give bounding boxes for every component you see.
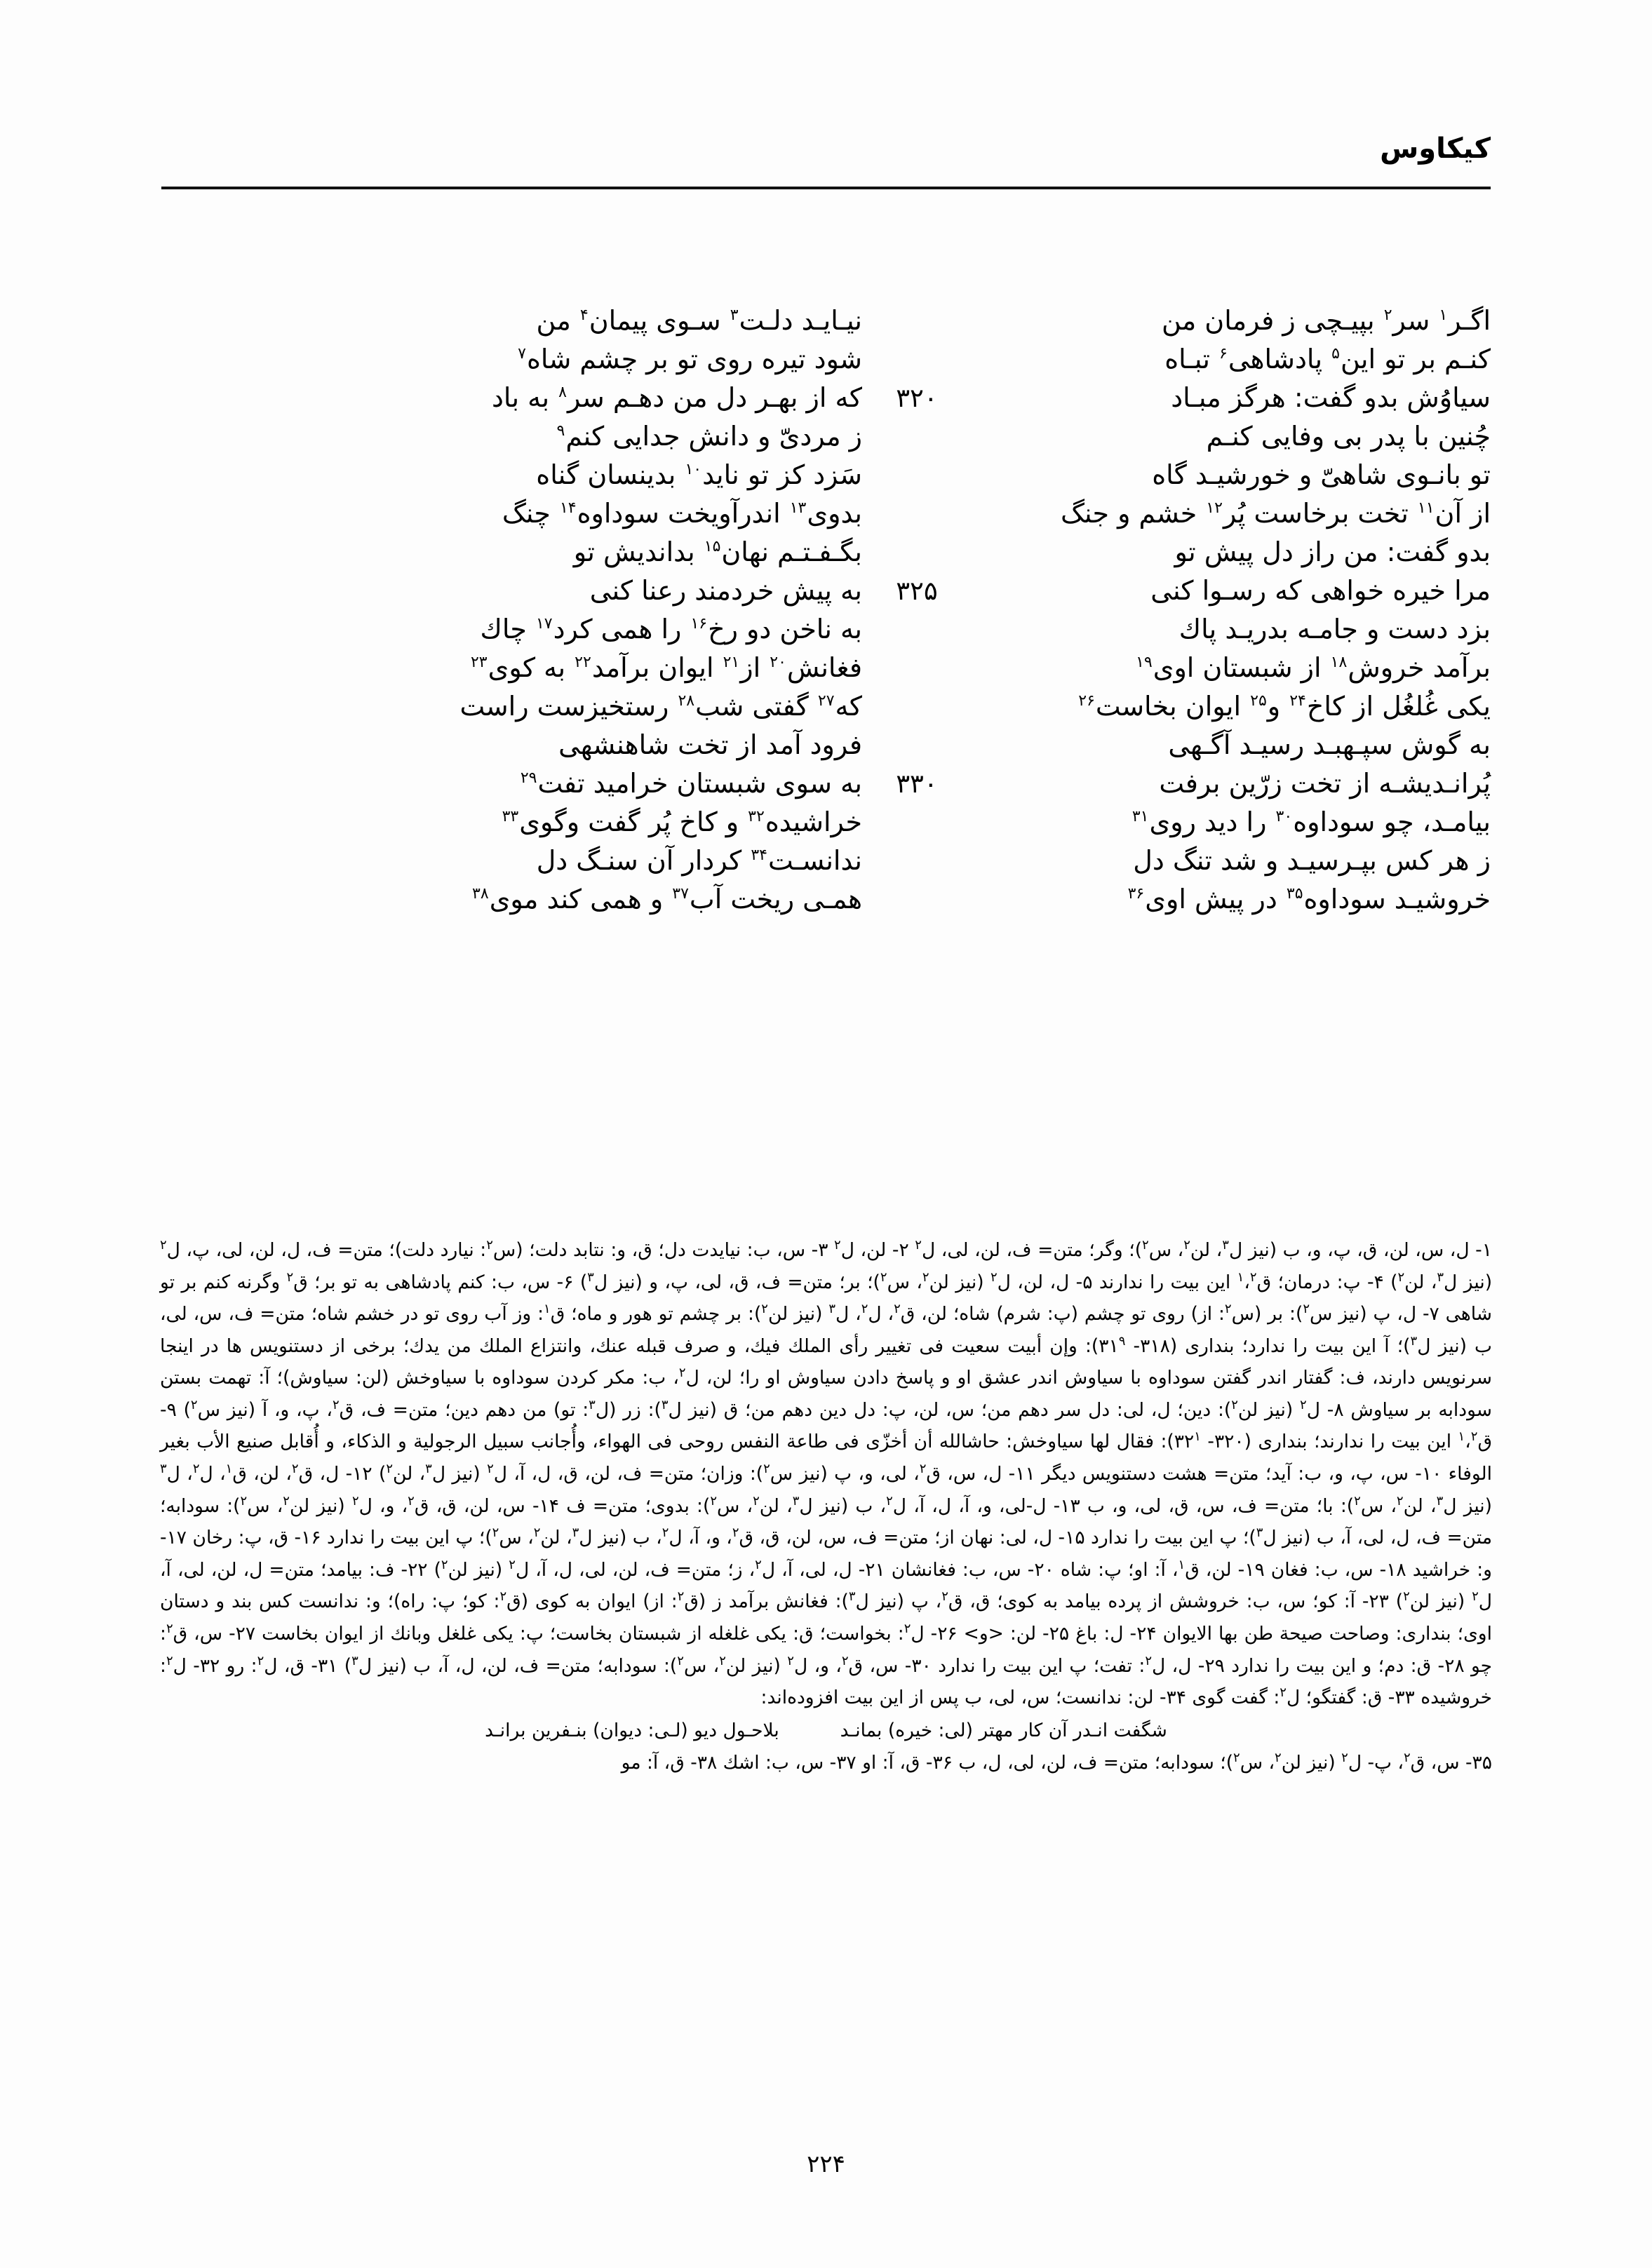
- hemistich-right: بزد دست و جامـه بدریـد پاك: [1178, 614, 1491, 644]
- verse-row: [161, 880, 1491, 919]
- hemistich-left: به سوی شبستان خرامید تفت$^{۲۹}$: [520, 768, 862, 799]
- hemistich-right: سیاوُش بدو گفت: هرگز مبـاد: [1171, 382, 1491, 413]
- hemistich-left: فرود آمد از تخت شاهنشهی: [558, 729, 862, 760]
- hemistich-right: ز هر کس بپـرسیـد و شد تنگ دل: [1133, 845, 1491, 876]
- verse-row: [161, 842, 1491, 880]
- verse-row: [161, 379, 1491, 417]
- hemistich-left: خراشیده$^{۳۲}$ و کاخ پُر گفت وگوی$^{۳۳}$: [502, 806, 862, 837]
- hemistich-left: که$^{۲۷}$ گفتی شب$^{۲۸}$ رستخیزست راست: [459, 691, 862, 722]
- hemistich-left: همـی ریخت آب$^{۳۷}$ و همی کند موی$^{۳۸}$: [472, 884, 862, 914]
- hemistich-left: به پیش خردمند رعنا کنی: [589, 575, 862, 606]
- verse-row: [161, 764, 1491, 803]
- running-head: [161, 133, 1491, 189]
- hemistich-left: فغانش$^{۲۰}$ از$^{۲۱}$ ایوان برآمد$^{۲۲}$ به کوی$^{۲۳}$: [470, 652, 862, 683]
- verse-row: [161, 572, 1491, 610]
- hemistich-left: ندانسـت$^{۳۴}$ کردار آن سنـگ دل: [536, 845, 862, 876]
- hemistich-right: اگـر$^۱$ سر$^۲$ بپیـچی ز فرمان من: [1161, 305, 1491, 336]
- hemistich-right: بدو گفت: من راز دل پیش تو: [1174, 536, 1491, 567]
- hemistich-right: از آن$^{۱۱}$ تخت برخاست پُر$^{۱۲}$ خشم و جنگ: [1061, 498, 1491, 529]
- inserted-hemistich-left: بلاحـول دیو (لـی: دیوان) بنـفرین برانـد: [485, 1719, 779, 1741]
- hemistich-right: تو بانـوی شاهیّ و خورشیـد گاه: [1152, 459, 1491, 490]
- hemistich-right: کنـم بر تو این$^۵$ پادشاهی$^۶$ تبـاه: [1164, 344, 1491, 374]
- page-title: کیکاوس: [1380, 133, 1491, 165]
- verse-row: [161, 610, 1491, 649]
- apparatus-body-tail: ۳۵- س، ق$^۲$، پ- ل$^۲$ (نیز لن$^۲$، س$^۲$)؛ سودابه؛ متن= ف، لن، لی، ل، ب ۳۶- ق، آ: او ۳۷- س، ب: اشك ۳۸- ق، آ: مو: [621, 1750, 1492, 1774]
- hemistich-right: پُرانـدیشـه از تخت زرّین برفت: [1159, 768, 1491, 799]
- verse-block: [161, 302, 1491, 919]
- apparatus-body: ۱- ل، س، لن، ق، پ، و، ب (نیز ل$^۳$، لن$^۲$، س$^۲$)؛ وگر؛ متن= ف، لن، لی، ل$^۲$ ۲- لن، ل$^۲$ ۳- س، ب: نیایدت دل؛ ق، و: نتابد دلت؛ (س$^۲$: نیارد دلت)؛ متن= ف، ل، لن، لی، پ، ل$^۲$ (نیز ل$^۳$، لن$^۲$) ۴- پ: درمان؛ ق$^۱$،$^۲$ این بیت را ندارند ۵- ل، لن، ل$^۲$ (نیز لن$^۲$، س$^۲$)؛ بر؛ متن= ف، ق، لی، پ، و (نیز ل$^۳$) ۶- س، ب: کنم پادشاهی به تو بر؛ ق$^۲$ وگرنه کنم بر تو شاهی ۷- ل، پ (نیز س$^۲$): بر (س$^۲$: از) روی تو چشم (پ: شرم) شاه؛ لن، ق$^۲$، ل$^۲$، ل$^۳$ (نیز لن$^۲$): بر چشم تو هور و ماه؛ ق$^۱$: وز آب روی تو در خشم شاه؛ متن= ف، س، لی، ب (نیز ل$^۳$)؛ آ این بیت را ندارد؛ بنداری (۳۱۸- $۳۱^۹$): وإن أبیت سعیت فی تغییر رأی الملك فیك، و صرف قبله عنك، وانتزاع الملك من یدك؛ برخی از دستنویس ها در اینجا سرنویس دارند، ف: گفتار اندر گفتن سوداوه با سیاوش اندر عشق او و پاسخ دادن سیاوش او را؛ لن، ل$^۲$، ب: مکر کردن سوداوه با سیاوخش (لن: سیاوش)؛ آ: تهمت بستن سودابه بر سیاوش ۸- ل$^۲$ (نیز لن$^۲$): دین؛ ل، لی: دل سر دهم من؛ س، لن، پ: دل دین دهم من؛ ق (نیز ل$^۳$): زر (ل$^۳$: تو) من دهم دین؛ متن= ف، ق$^۲$، پ، و، آ (نیز س$^۲$) ۹- ق$^۱$،$^۲$ این بیت را ندارند؛ بنداری (۳۲۰- $۳۲^۱$): فقال لها سیاوخش: حاشالله أن أخزّی فی طاعة النفس روحی فی الهواء، وأُجانب سبیل الرجولیة و الذكاء، و أُقابل صنیع الأب بغیر الوفاء ۱۰- س، پ، و، ب: آید؛ متن= هشت دستنویس دیگر ۱۱- ل، س، ق$^۲$، لی، و، پ (نیز س$^۲$): وزان؛ متن= ف، لن، ق، ل، آ، ل$^۲$ (نیز ل$^۳$، لن$^۲$) ۱۲- ل، ق$^۲$، لن، ق$^۱$، ل$^۲$، ل$^۳$ (نیز ل$^۳$، لن$^۲$، س$^۲$): با؛ متن= ف، س، ق، لی، و، ب ۱۳- ل-لی، و، آ، ل، آ، ل$^۲$، ب (نیز ل$^۳$، لن$^۲$، س$^۲$): بدوی؛ متن= ف ۱۴- س، لن، ق، ق$^۲$، و، ل$^۲$ (نیز لن$^۲$، س$^۲$): سودابه؛ متن= ف، ل، لی، آ، ب (نیز ل$^۳$)؛ پ این بیت را ندارد ۱۵- ل، لی: نهان از؛ متن= ف، س، لن، ق، ق$^۲$، و، آ، ل$^۲$، ب (نیز ل$^۳$، لن$^۲$، س$^۲$)؛ پ این بیت را ندارد ۱۶- ق، پ: رخان ۱۷- و: خراشید ۱۸- س، ب: فغان ۱۹- لن، ق$^۱$، آ: او؛ پ: شاه ۲۰- س، ب: فغانشان ۲۱- ل، لی، آ، ل$^۲$، ز؛ متن= ف، لن، لی، ل، آ، ل$^۲$ (نیز لن$^۲$) ۲۲- ف: بیامد؛ متن= ل، لن، لی، آ، ل$^۲$ (نیز لن$^۲$) ۲۳- آ: کو؛ س، ب: خروشش از پرده بیامد به کوی؛ ق، ق$^۲$، پ (نیز ل$^۳$): فغانش برآمد ز (ق$^۲$: از) ایوان به کوی (ق$^۲$: کو؛ پ: راه)؛ و: ندانست کس بند و دستان اوی؛ بنداری: وصاحت صیحة طن بها الایوان ۲۴- ل: باغ ۲۵- لن: <و> ۲۶- ل$^۲$: بخواست؛ ق: یکی غلغله از شبستان بخاست؛ پ: یکی غلغل وبانك از ایوان بخاست ۲۷- س، ق$^۲$: چو ۲۸- ق: دم؛ و این بیت را ندارد ۲۹- ل، ل$^۲$: تفت؛ پ این بیت را ندارد ۳۰- س، ق$^۲$، و، ل$^۲$ (نیز لن$^۲$، س$^۲$): سودابه؛ متن= ف، لن، ل، آ، ب (نیز ل$^۳$) ۳۱- ق، ل$^۲$: رو ۳۲- ل$^۲$: خروشیده ۳۳- ق: گفتگو؛ ل$^۲$: گفت گوی ۳۴- لن: ندانست؛ س، لی، ب پس از این بیت افزوده‌اند:: [160, 1238, 1493, 1709]
- verse-row: [161, 726, 1491, 764]
- hemistich-left: شود تیره روی تو بر چشم شاه$^۷$: [518, 344, 862, 374]
- hemistich-left: ز مردیّ و دانش جدایی کنم$^۹$: [556, 421, 862, 452]
- hemistich-right: برآمد خروش$^{۱۸}$ از شبستان اوی$^{۱۹}$: [1136, 652, 1491, 683]
- verse-row: [161, 649, 1491, 687]
- verse-row: [161, 687, 1491, 726]
- verse-number: ۳۲۰: [896, 383, 938, 413]
- critical-apparatus: [160, 1234, 1492, 1779]
- verse-number: ۳۳۰: [896, 769, 938, 799]
- verse-row: [161, 803, 1491, 842]
- hemistich-left: نیـایـد دلـت$^۳$ سـوی پیمان$^۴$ من: [536, 305, 862, 336]
- hemistich-left: بدوی$^{۱۳}$ اندرآویخت سوداوه$^{۱۴}$ چنگ: [502, 498, 862, 529]
- hemistich-right: بیامـد، چو سوداوه$^{۳۰}$ را دید روی$^{۳۱}$: [1131, 806, 1491, 837]
- hemistich-left: بگـفـتـم نهان$^{۱۵}$ بداندیش تو: [573, 536, 862, 567]
- apparatus-inserted-verse: [160, 1714, 1492, 1748]
- hemistich-right: مرا خیره خواهی که رسـوا کنی: [1150, 575, 1491, 606]
- verse-number: ۳۲۵: [896, 576, 938, 606]
- verse-row: [161, 456, 1491, 494]
- hemistich-right: یکی غُلغُل از کاخ$^{۲۴}$ و$^{۲۵}$ ایوان بخاست$^{۲۶}$: [1078, 691, 1491, 722]
- hemistich-right: چُنین با پدر بی وفایی کنـم: [1206, 421, 1491, 452]
- verse-row: [161, 302, 1491, 340]
- hemistich-right: به گوش سپـهبـد رسیـد آگـهی: [1168, 729, 1491, 760]
- verse-row: [161, 494, 1491, 533]
- hemistich-left: که از بهـر دل من دهـم سر$^۸$ به باد: [491, 382, 862, 413]
- hemistich-left: سَزد کز تو ناید$^{۱۰}$ بدینسان گناه: [536, 459, 862, 490]
- hemistich-right: خروشیـد سوداوه$^{۳۵}$ در پیش اوی$^{۳۶}$: [1127, 884, 1491, 914]
- inserted-hemistich-right: شگفت انـدر آن کار مهتر (لی: خیره) بمانـد: [840, 1719, 1167, 1741]
- verse-row: [161, 340, 1491, 379]
- folio-number: ۲۲۴: [807, 2150, 845, 2178]
- header-rule: [161, 187, 1491, 189]
- verse-row: [161, 533, 1491, 572]
- hemistich-left: به ناخن دو رخ$^{۱۶}$ را همی کرد$^{۱۷}$ چاك: [480, 614, 862, 644]
- verse-row: [161, 417, 1491, 456]
